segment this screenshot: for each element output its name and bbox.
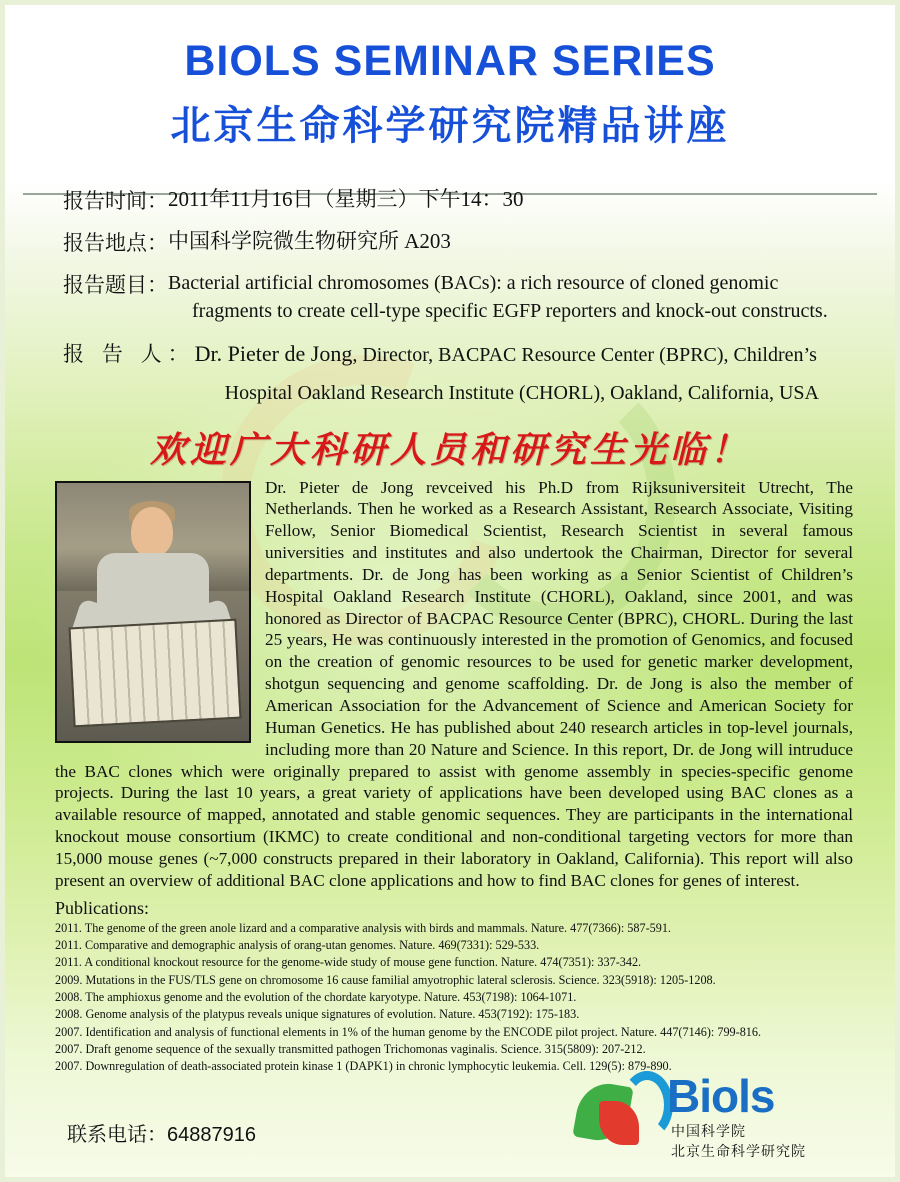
biols-logo-cn-1: 中国科学院 — [671, 1123, 746, 1139]
place-value: 中国科学院微生物研究所 A203 — [168, 229, 451, 253]
time-value: 2011年11月16日（星期三）下午14：30 — [168, 187, 524, 211]
publication-item: 2011. Comparative and demographic analysis of orang-utan genomes. Nature. 469(7331): 529-533. — [55, 937, 540, 952]
topic-line-2: fragments to create cell-type specific EGFP reporters and knock-out constructs. — [192, 300, 828, 323]
biols-logo-cn-2: 北京生命科学研究院 — [671, 1143, 806, 1159]
publication-item: 2011. The genome of the green anole lizard and a comparative analysis with birds and mammals. Nature. 477(7366): 587-591. — [55, 920, 671, 935]
welcome-banner: 欢迎广大科研人员和研究生光临！ — [149, 428, 750, 470]
topic-line-1: Bacterial artificial chromosomes (BACs): a rich resource of cloned genomic — [168, 272, 779, 294]
publication-item: 2009. Mutations in the FUS/TLS gene on chromosome 16 cause familial amyotrophic lateral sclerosis. Science. 323(5918): 1205-1208. — [55, 972, 716, 987]
publication-item: 2007. Draft genome sequence of the sexually transmitted pathogen Trichomonas vaginalis. Science. 315(5809): 207-212. — [55, 1041, 646, 1056]
speaker-bio-text: Dr. Pieter de Jong revceived his Ph.D from Rijksuniversiteit Utrecht, The Netherlands. Then he worked as a Research Assistant, Research Associate, Visiting Fellow, Senior Biomedical Scientist, Research Scientist in several famous universities and institutes and also undertook the Chairman, Director for several departments. Dr. de Jong has been working as a Senior Scientist of Children’s Hospital Oakland Research Institute (CHORL), Oakland, since 2001, and was honored as Director of BACPAC Resource Center (BPRC), CHORL. During the last 25 years, He was continuously interested in the promotion of Genomics, and focused on the creation of genomic resources to be used for genetic marker development, shotgun sequencing and genome scaffolding. Dr. de Jong is also the member of American Association for the Advancement of Science and American Society for Human Genetics. He has published about 240 research articles in top-level journals, including more than 20 Nature and Science. In this report, Dr. de Jong will intruduce the BAC clones which were originally prepared to assist with genome assembly in species-specific genome projects. During the last 10 years, a great variety of applications have been developed using BAC clones as a available resource of mapped, annotated and stable genomic sequences. They are participants in the international knockout mouse consortium (IKMC) to create conditional and non-conditional targeting vectors for more than 15,000 mouse genes (~7,000 constructs prepared in their laboratory in Oakland, California). This report will also present an overview of additional BAC clone applications and how to find BAC clones for genes of interest. — [55, 477, 853, 890]
poster-footer — [5, 1069, 895, 1177]
publication-item: 2008. The amphioxus genome and the evolution of the chordate karyotype. Nature. 453(7198): 1064-1071. — [55, 989, 577, 1004]
biols-logo — [571, 1069, 861, 1165]
speaker-label: 报 告 人： — [63, 342, 195, 366]
biols-logo-mark-icon — [571, 1071, 663, 1149]
seminar-info — [5, 185, 895, 408]
place-label: 报告地点： — [63, 232, 168, 255]
speaker-name: Dr. Pieter de Jong — [194, 340, 353, 366]
publications-title: Publications: — [55, 897, 149, 918]
publication-item: 2011. A conditional knockout resource for the genome-wide study of mouse gene function. Nature. 474(7351): 337-342. — [55, 955, 642, 970]
speaker-affiliation-2: Hospital Oakland Research Institute (CHORL), Oakland, California, USA — [224, 382, 819, 405]
biols-logo-name: Biols — [667, 1070, 775, 1122]
publication-item: 2007. Downregulation of death-associated protein kinase 1 (DAPK1) in chronic lymphocytic leukemia. Cell. 129(5): 879-890. — [55, 1059, 672, 1074]
contact-phone: 联系电话：64887916 — [67, 1124, 256, 1146]
poster-title-en: BIOLS SEMINAR SERIES — [184, 37, 716, 85]
speaker-value — [195, 338, 847, 408]
poster-header — [5, 5, 895, 157]
speaker-bio-section — [5, 477, 895, 892]
info-row-topic — [63, 269, 847, 326]
poster-title-cn: 北京生命科学研究院精品讲座 — [170, 104, 730, 149]
topic-value — [168, 269, 847, 326]
publications-list — [5, 920, 895, 1076]
info-row-time — [63, 185, 847, 215]
publication-item: 2007. Identification and analysis of functional elements in 1% of the human genome by the ENCODE pilot project. Nature. 447(7146): 799-816. — [55, 1024, 762, 1039]
speaker-photo — [55, 481, 251, 743]
time-label: 报告时间： — [63, 190, 168, 213]
info-row-place — [63, 227, 847, 257]
speaker-affiliation-1: , Director, BACPAC Resource Center (BPRC), Children’s — [352, 343, 817, 366]
topic-label: 报告题目： — [63, 274, 168, 297]
info-row-speaker — [63, 338, 847, 408]
publication-item: 2008. Genome analysis of the platypus reveals unique signatures of evolution. Nature. 453(7192): 175-183. — [55, 1007, 580, 1022]
